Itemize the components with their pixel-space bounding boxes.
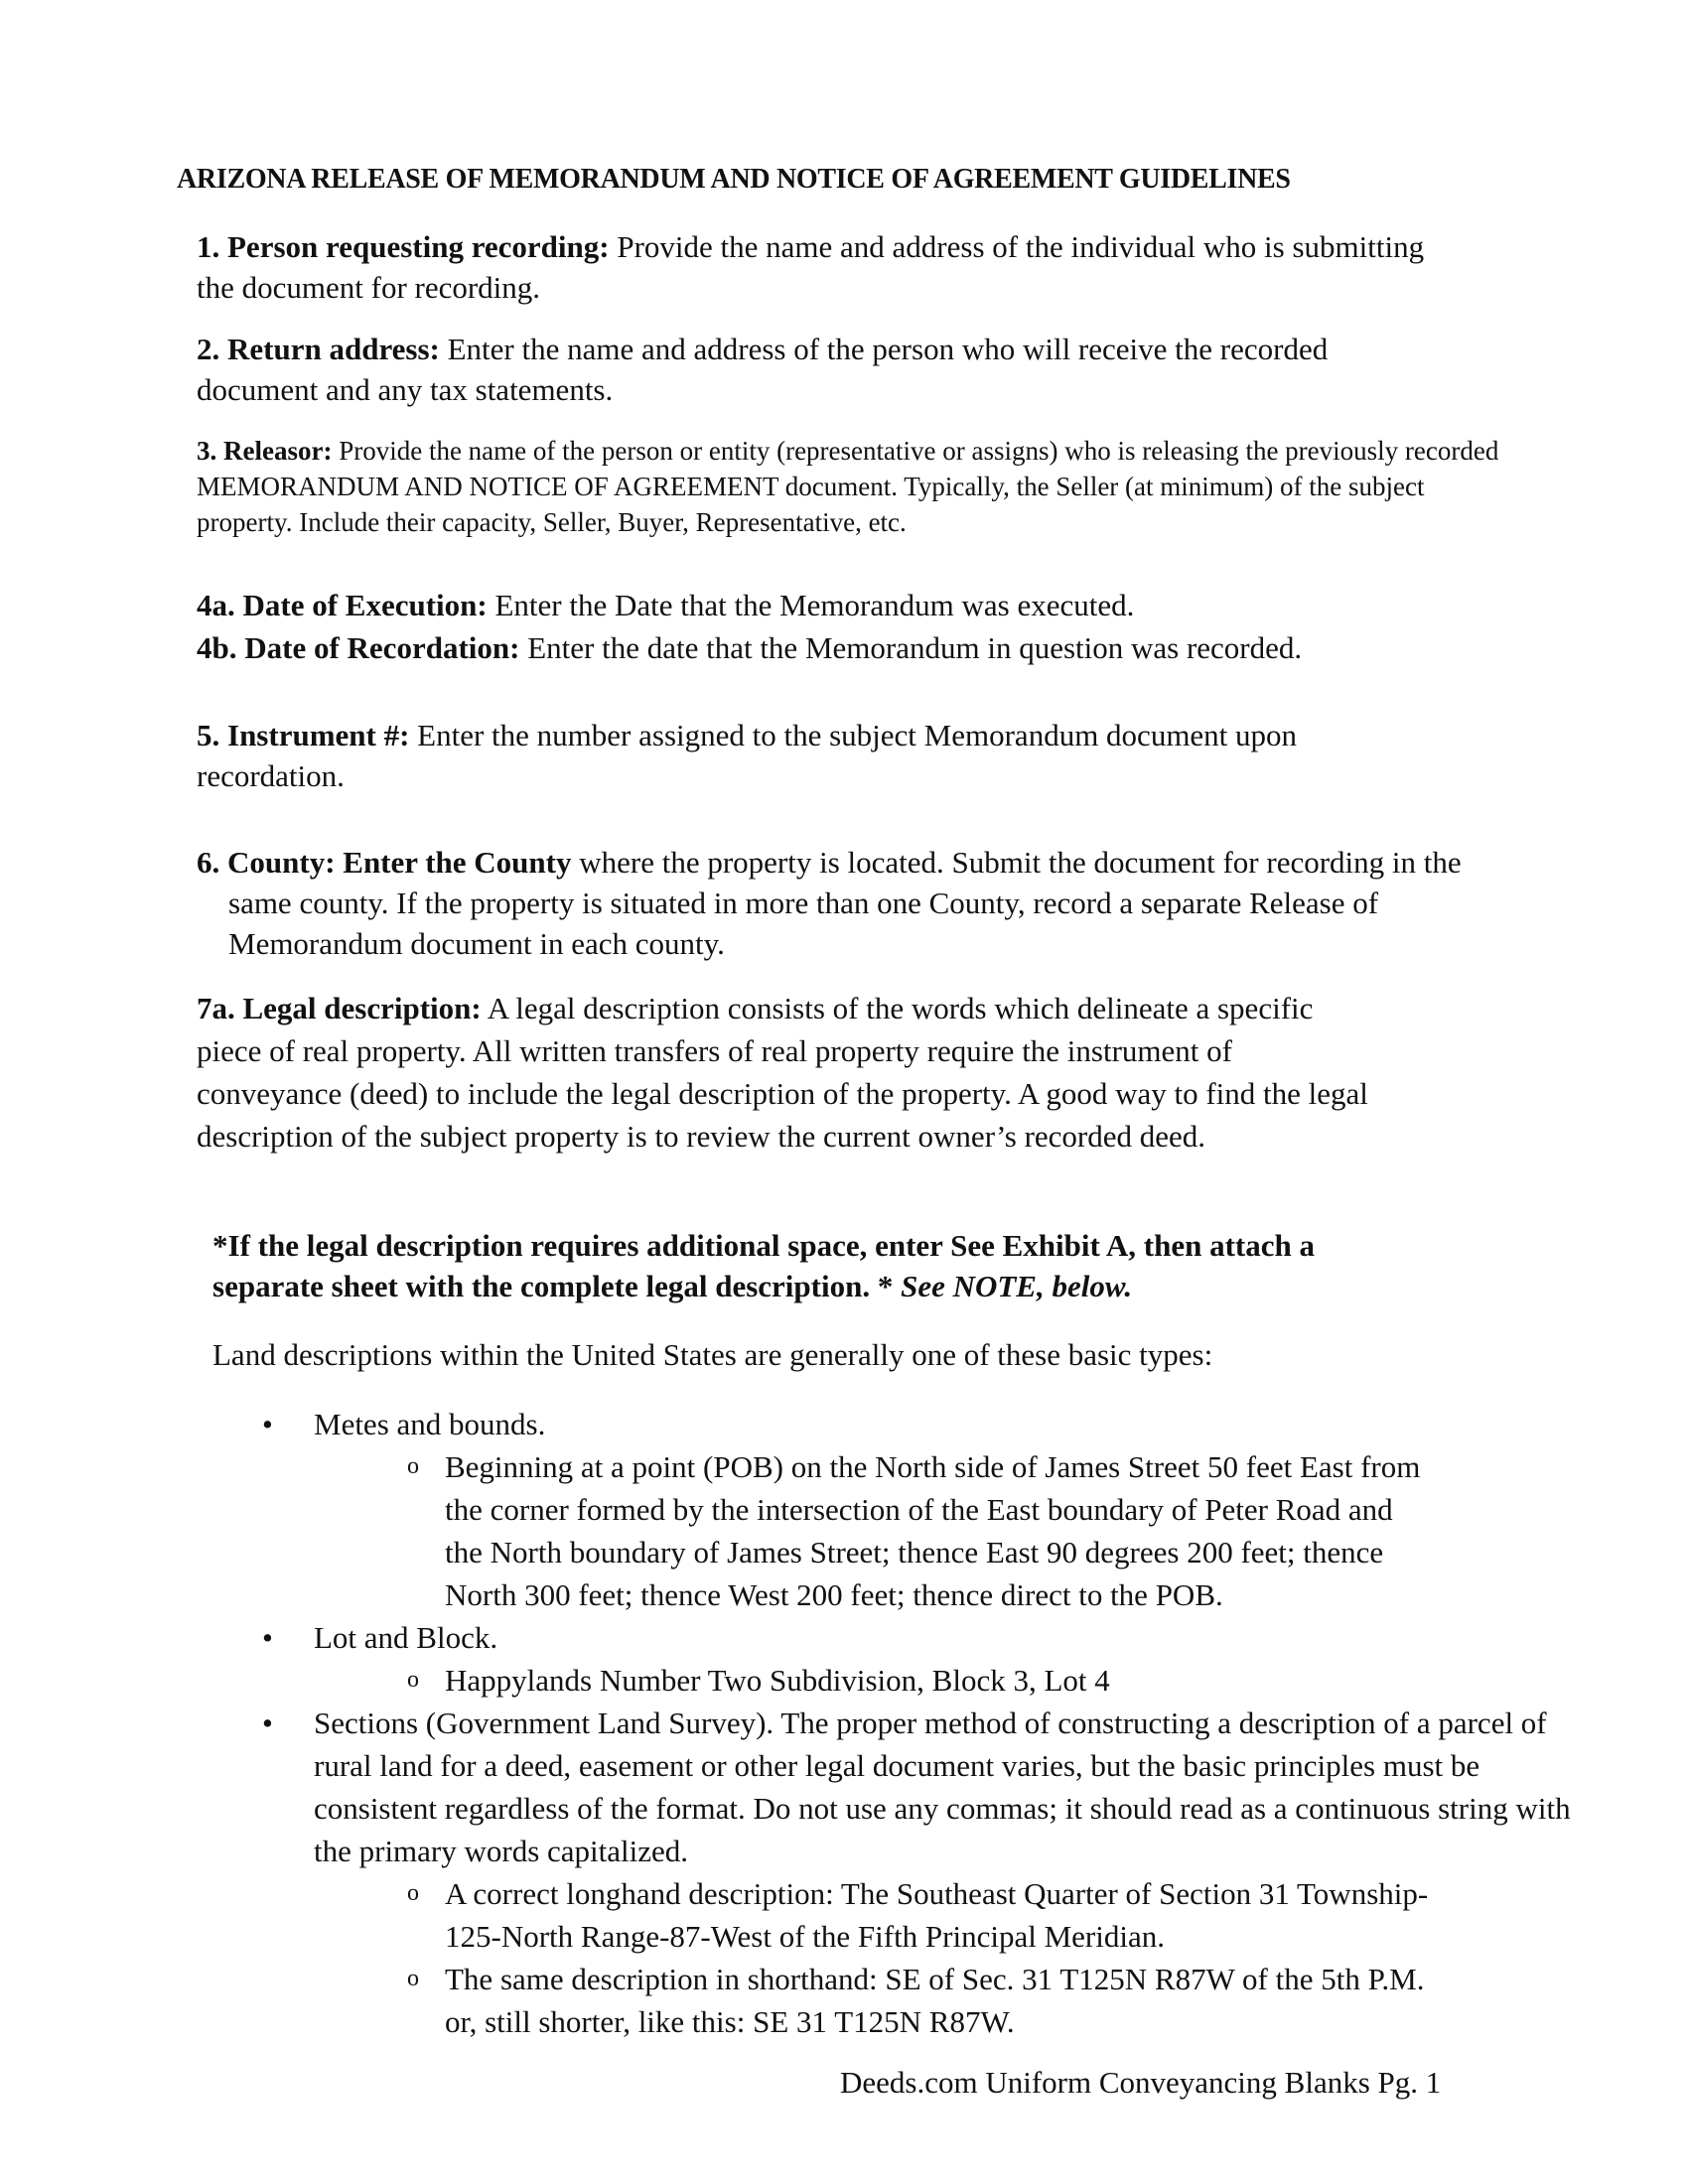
bullet-icon: • (262, 1407, 273, 1441)
land-descriptions-intro: Land descriptions within the United States are generally one of these basic types: (212, 1337, 1213, 1372)
circle-bullet-icon: o (407, 1966, 419, 1991)
list-item (197, 1616, 1507, 1659)
bullet-icon: • (262, 1620, 273, 1655)
note-italic-text: See NOTE, below. (893, 1269, 1133, 1303)
circle-bullet-icon: o (407, 1880, 419, 1906)
item-label: 3. Releasor: (197, 436, 333, 466)
list-item (197, 1403, 1507, 1445)
item-label: 6. County: Enter the County (197, 845, 572, 880)
item-releasor (197, 433, 1512, 540)
legal-description-note (212, 1225, 1404, 1306)
item-text: Provide the name and address of the individual who is submitting the document for recording. (197, 229, 1425, 305)
item-date-of-execution (197, 585, 1507, 625)
list-item (197, 1702, 1605, 1872)
note-bold-text: *If the legal description requires additional space, enter See Exhibit A, then attach a separate sheet with the complete legal description. * (212, 1228, 1315, 1303)
land-description-types-list (197, 1403, 1571, 2043)
sub-list-item (197, 1872, 1438, 1958)
sub-list-item-text: A correct longhand description: The Southeast Quarter of Section 31 Township-125-North Range-87-West of the Fifth Principal Meridian. (445, 1876, 1429, 1954)
item-instrument-number (197, 715, 1408, 796)
item-label: 1. Person requesting recording: (197, 229, 610, 264)
item-text: A legal description consists of the words which delineate a specific piece of real property. All written transfers of real property require the instrument of conveyance (deed) to include the legal description of the property. A good way to find the legal description of the subject property is to review the current owner’s recorded deed. (197, 991, 1368, 1154)
item-label: 2. Return address: (197, 332, 440, 366)
item-text: Enter the number assigned to the subject Memorandum document upon recordation. (197, 718, 1298, 793)
sub-list-item (197, 1659, 1507, 1702)
item-label: 7a. Legal description: (197, 991, 482, 1025)
item-text: where the property is located. Submit the document for recording in the same county. If the property is situated in more than one County, record a separate Release of Memorandum document in each county. (228, 845, 1462, 961)
item-label: 5. Instrument #: (197, 718, 410, 752)
list-item-text: Lot and Block. (314, 1620, 498, 1655)
item-text: Provide the name of the person or entity (representative or assigns) who is releasing the previously recorded MEMORANDUM AND NOTICE OF AGREEMENT document. Typically, the Seller (at minimum) of the subject property. Include their capacity, Seller, Buyer, Representative, etc. (197, 436, 1499, 537)
sub-list-item (197, 1445, 1438, 1616)
circle-bullet-icon: o (407, 1667, 419, 1693)
bullet-icon: • (262, 1706, 273, 1740)
sub-list-item-text: Beginning at a point (POB) on the North side of James Street 50 feet East from the corner formed by the intersection of the East boundary of Peter Road and the North boundary of James Street; thence East 90 degrees 200 feet; thence North 300 feet; thence West 200 feet; thence direct to the POB. (445, 1449, 1421, 1612)
item-text: Enter the Date that the Memorandum was executed. (487, 588, 1135, 622)
item-county (197, 842, 1519, 964)
sub-list-item-text: Happylands Number Two Subdivision, Block 3, Lot 4 (445, 1663, 1110, 1698)
item-text: Enter the name and address of the person who will receive the recorded document and any tax statements. (197, 332, 1329, 407)
item-return-address (197, 329, 1438, 410)
item-legal-description (197, 987, 1378, 1158)
sub-list-item (197, 1958, 1438, 2043)
page-title: ARIZONA RELEASE OF MEMORANDUM AND NOTICE OF AGREEMENT GUIDELINES (177, 164, 1291, 195)
list-item-text: Metes and bounds. (314, 1407, 546, 1441)
item-label: 4a. Date of Execution: (197, 588, 488, 622)
item-label: 4b. Date of Recordation: (197, 630, 520, 665)
circle-bullet-icon: o (407, 1453, 419, 1479)
sub-list-item-text: The same description in shorthand: SE of Sec. 31 T125N R87W of the 5th P.M. or, still shorter, like this: SE 31 T125N R87W. (445, 1962, 1425, 2039)
item-person-requesting-recording (197, 226, 1438, 308)
page-footer: Deeds.com Uniform Conveyancing Blanks Pg. 1 (840, 2065, 1442, 2100)
item-date-of-recordation (197, 627, 1507, 668)
list-item-text: Sections (Government Land Survey). The proper method of constructing a description of a parcel of rural land for a deed, easement or other legal document varies, but the basic principles must be consistent regardless of the format. Do not use any commas; it should read as a continuous string with the primary words capitalized. (314, 1706, 1571, 1868)
item-text: Enter the date that the Memorandum in question was recorded. (519, 630, 1303, 665)
